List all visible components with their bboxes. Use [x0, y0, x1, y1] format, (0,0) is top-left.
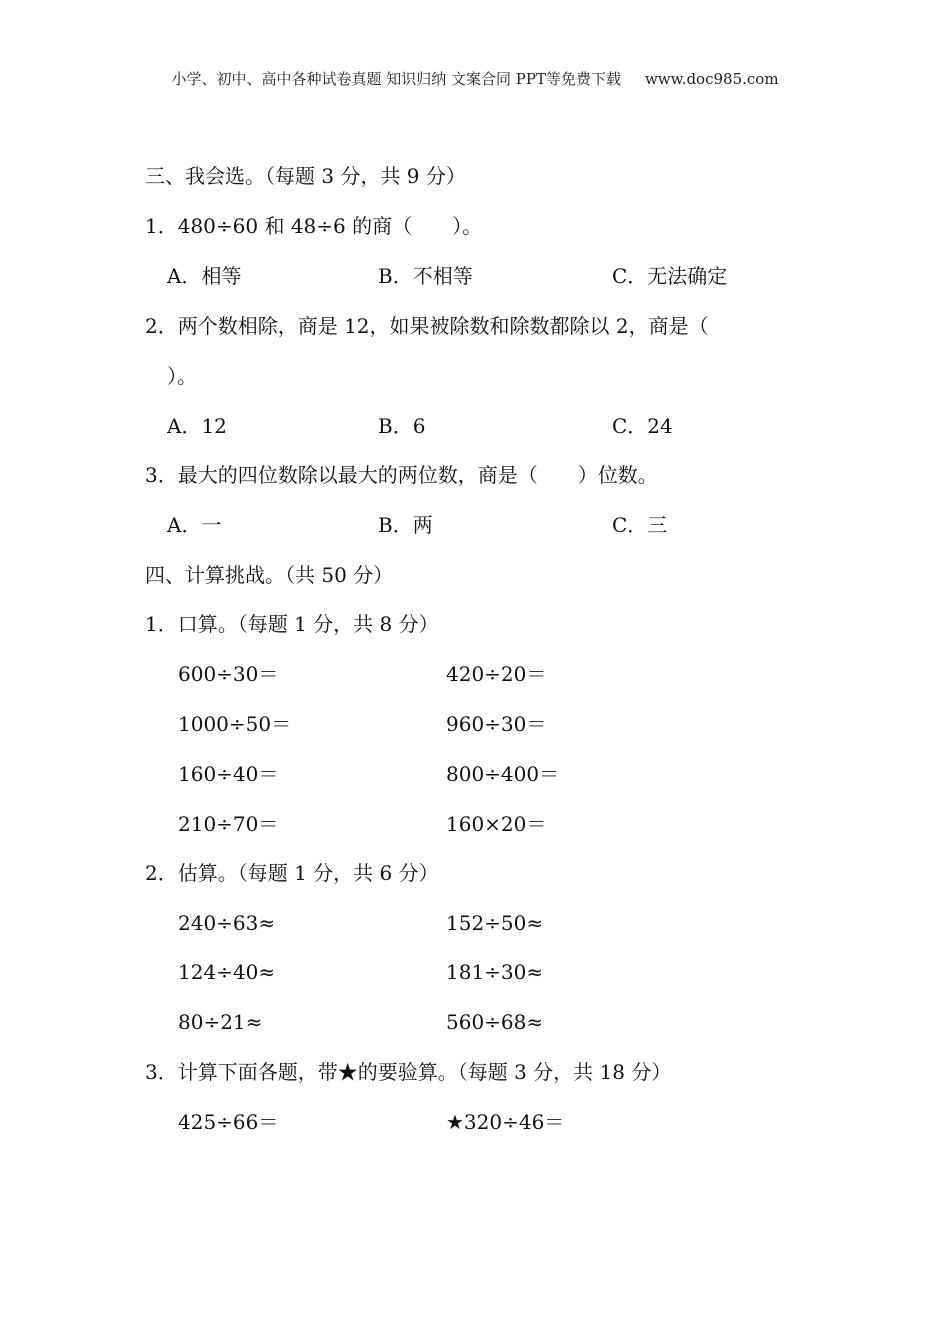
header-url: www.doc985.com	[644, 70, 779, 88]
section-3-title: 三、我会选。（每题 3 分，共 9 分）	[145, 164, 466, 188]
question-1-option-a: A．相等	[167, 264, 242, 288]
question-3-option-b: B．两	[378, 513, 433, 537]
question-2-option-c: C．24	[612, 414, 673, 438]
oral-calc-item: 160÷40＝	[178, 762, 279, 786]
estimate-item: 80÷21≈	[178, 1010, 263, 1034]
written-calc-item: ★320÷46＝	[446, 1110, 565, 1134]
oral-calc-item: 160×20＝	[446, 812, 547, 836]
estimate-item: 560÷68≈	[446, 1010, 544, 1034]
oral-calc-item: 800÷400＝	[446, 762, 560, 786]
part-1-title: 1．口算。（每题 1 分，共 8 分）	[145, 612, 439, 636]
estimate-item: 152÷50≈	[446, 911, 544, 935]
question-2-option-a: A．12	[167, 414, 227, 438]
question-1-option-b: B．不相等	[378, 264, 473, 288]
part-2-title: 2．估算。（每题 1 分，共 6 分）	[145, 861, 439, 885]
oral-calc-item: 960÷30＝	[446, 712, 547, 736]
question-3-option-a: A．一	[167, 513, 222, 537]
oral-calc-item: 600÷30＝	[178, 662, 279, 686]
question-3-text: 3．最大的四位数除以最大的两位数，商是（ ）位数。	[145, 463, 658, 487]
page-header	[0, 68, 950, 89]
estimate-item: 240÷63≈	[178, 911, 276, 935]
estimate-item: 181÷30≈	[446, 960, 544, 984]
section-4-title: 四、计算挑战。（共 50 分）	[145, 563, 394, 587]
oral-calc-item: 420÷20＝	[446, 662, 547, 686]
question-2-option-b: B．6	[378, 414, 426, 438]
oral-calc-item: 210÷70＝	[178, 812, 279, 836]
oral-calc-item: 1000÷50＝	[178, 712, 292, 736]
question-2-text: 2．两个数相除，商是 12，如果被除数和除数都除以 2，商是（	[145, 314, 709, 338]
question-1-text: 1．480÷60 和 48÷6 的商（ ）。	[145, 214, 483, 238]
header-text: 小学、初中、高中各种试卷真题 知识归纳 文案合同 PPT等免费下载	[171, 70, 621, 88]
question-2-text-continued: ）。	[167, 364, 197, 388]
question-1-option-c: C．无法确定	[612, 264, 728, 288]
estimate-item: 124÷40≈	[178, 960, 276, 984]
written-calc-item: 425÷66＝	[178, 1110, 279, 1134]
question-3-option-c: C．三	[612, 513, 668, 537]
part-3-title: 3．计算下面各题，带★的要验算。（每题 3 分，共 18 分）	[145, 1060, 672, 1084]
